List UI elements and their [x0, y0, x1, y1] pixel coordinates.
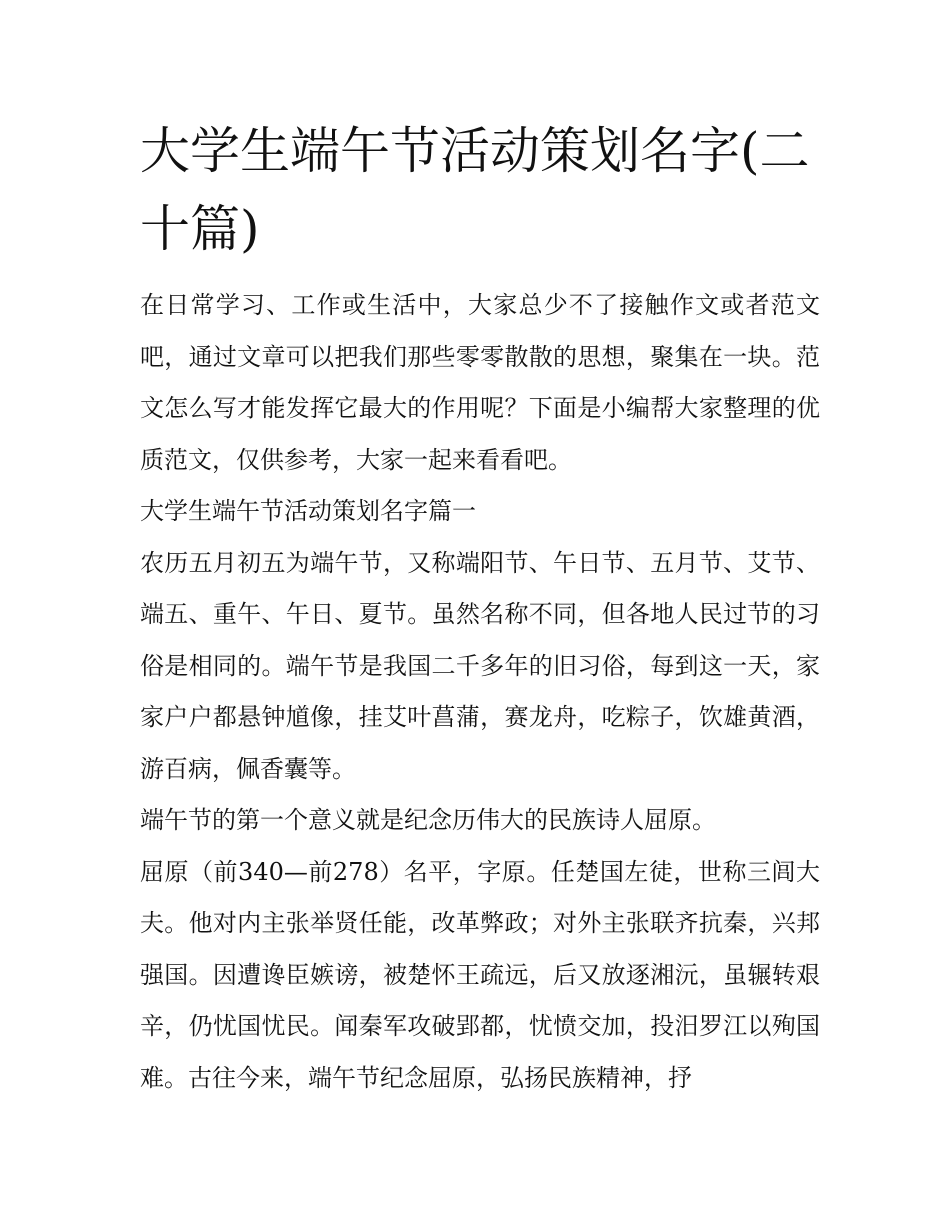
intro-paragraph: 在日常学习、工作或生活中，大家总少不了接触作文或者范文吧，通过文章可以把我们那些零零散散的思想，聚集在一块。范文怎么写才能发挥它最大的作用呢？下面是小编帮大家整理的优质范文，仅供参考，大家一起来看看吧。 [140, 291, 820, 474]
body-paragraph: 屈原（前340—前278）名平，字原。任楚国左徒，世称三闾大夫。他对内主张举贤任能，改革弊政；对外主张联齐抗秦，兴邦强国。因遭谗臣嫉谤，被楚怀王疏远，后又放逐湘沅，虽辗转艰辛，仍忧国忧民。闻秦军攻破郢都，忧愤交加，投汨罗江以殉国难。古往今来，端午节纪念屈原，弘扬民族精神，抒 [140, 857, 820, 1092]
document-title: 大学生端午节活动策划名字(二十篇) [140, 122, 810, 258]
body-paragraph: 农历五月初五为端午节，又称端阳节、午日节、五月节、艾节、端五、重午、午日、夏节。虽然名称不同，但各地人民过节的习俗是相同的。端午节是我国二千多年的旧习俗，每到这一天，家家户户都悬钟馗像，挂艾叶菖蒲，赛龙舟，吃粽子，饮雄黄酒，游百病，佩香囊等。 [140, 548, 820, 783]
section-heading: 大学生端午节活动策划名字篇一 [140, 497, 476, 525]
body-paragraph: 端午节的第一个意义就是纪念历伟大的民族诗人屈原。 [140, 806, 716, 834]
document-body [140, 280, 820, 1104]
